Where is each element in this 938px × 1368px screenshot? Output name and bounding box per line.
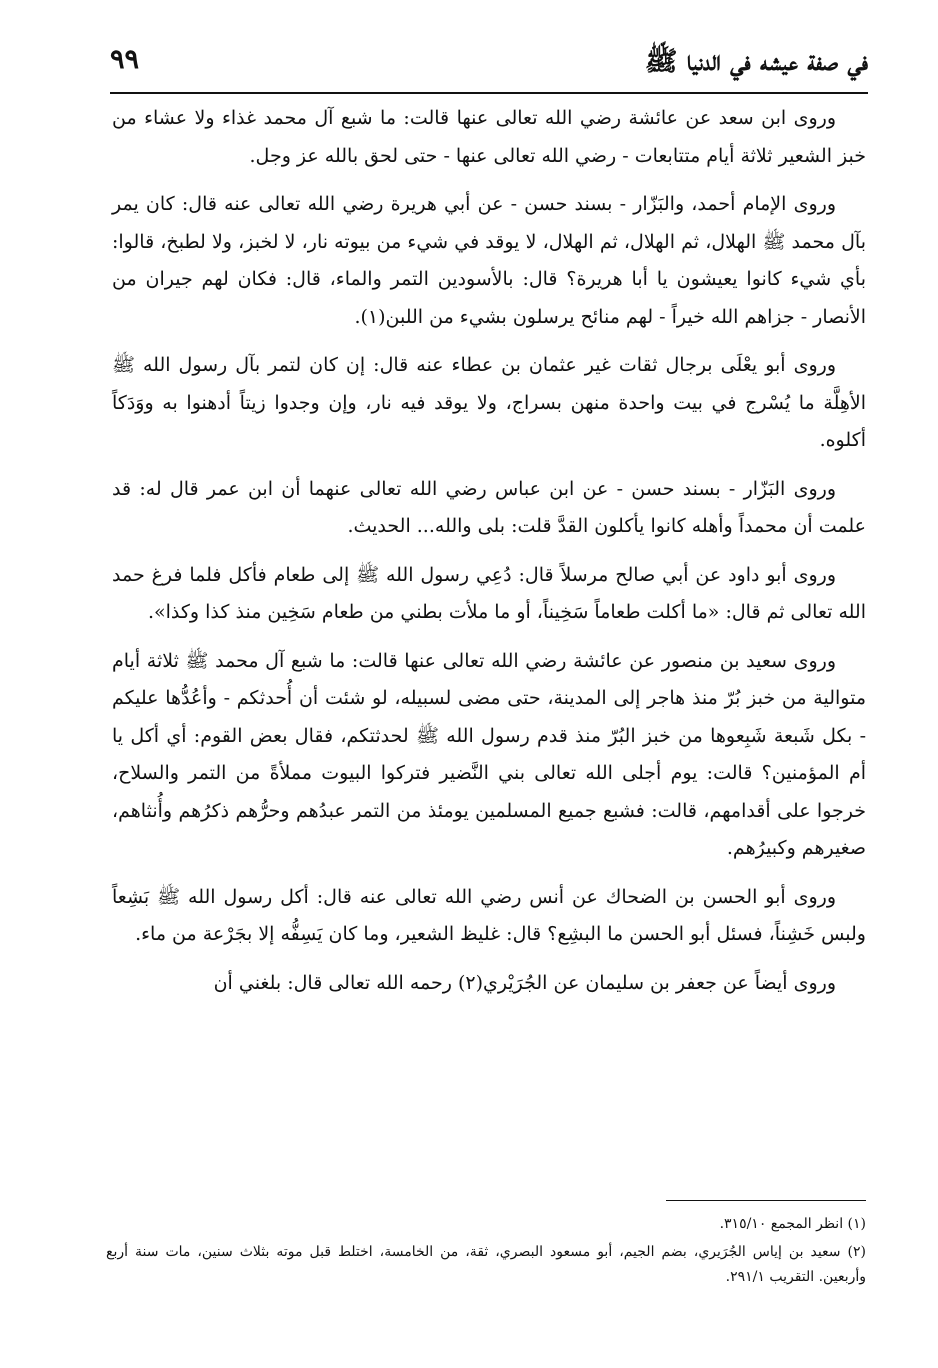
header-divider — [110, 92, 868, 94]
paragraph: وروى الإمام أحمد، والبَزّار - بسند حسن - عن أبي هريرة رضي الله تعالى عنه قال: كان يمر بآل محمد ﷺ الهلال، ثم الهلال، ثم الهلال، لا يوقد في شيء من بيوته نار، لا لخبز، ولا لطبخ، قالوا: بأي شيء كانوا يعيشون يا أبا هريرة؟ قال: بالأسودين التمر والماء، قال: فكان لهم جيران من الأنصار - جزاهم الله خيراً - لهم منائح يرسلون بشيء من اللبن(١). — [112, 193, 866, 328]
paragraph: وروى ابن سعد عن عائشة رضي الله تعالى عنها قالت: ما شبع آل محمد غذاء ولا عشاء من خبز الشعير ثلاثة أيام متتابعات - رضي الله تعالى عنها - حتى لحق بالله عز وجل. — [112, 107, 866, 167]
footnote: (١) انظر المجمع ٣١٥/١٠. — [719, 1216, 866, 1232]
footnote: (٢) سعيد بن إياس الجُرَيري، بضم الجيم، أبو مسعود البصري، ثقة، من الخامسة، اختلط قبل موته بثلاث سنين، مات سنة أربع وأربعين. التقريب ٢٩١/١. — [106, 1244, 866, 1285]
running-title: في صفة عيشه في الدنيا ﷺ — [644, 46, 868, 77]
paragraph: وروى البَزّار - بسند حسن - عن ابن عباس رضي الله تعالى عنهما أن ابن عمر قال له: قد علمت أن محمداً وأهله كانوا يأكلون القدَّ قلت: بلى والله... الحديث. — [112, 477, 866, 537]
running-header — [110, 38, 868, 88]
paragraph: وروى أيضاً عن جعفر بن سليمان عن الجُرَيْري(٢) رحمه الله تعالى قال: بلغني أن — [213, 971, 836, 994]
paragraph: وروى أبو الحسن بن الضحاك عن أنس رضي الله تعالى عنه قال: أكل رسول الله ﷺ بَشِعاً ولبس خَشِناً، فسئل أبو الحسن ما البشِع؟ قال: غليظ الشعير، وما كان يَسِفُّه إلا بجَرْعة من ماء. — [112, 885, 866, 945]
footnotes — [106, 1212, 866, 1293]
paragraph: وروى سعيد بن منصور عن عائشة رضي الله تعالى عنها قالت: ما شبع آل محمد ﷺ ثلاثة أيام متوالية من خبز بُرّ منذ هاجر إلى المدينة، حتى مضى لسبيله، لو شئت أن أُحدثكم - وأعُدُّها عليكم - بكل شَبعة شَبِعوها من خبز البُرّ منذ قدم رسول الله ﷺ لحدثتكم، فقال بعض القوم: أي أكل يا أم المؤمنين؟ قالت: يوم أجلى الله تعالى بني النَّضير فتركوا البيوت مملأةً من التمر والسلاح، خرجوا على أقدامهم، قالت: فشبع جميع المسلمين يومئذ من التمر عبدُهم وحرُّهم ذكرُهم وأُنثاهم، صغيرهم وكبيرُهم. — [112, 649, 866, 859]
paragraph: وروى أبو داود عن أبي صالح مرسلاً قال: دُعِي رسول الله ﷺ إلى طعام فأكل فلما فرغ حمد الله تعالى ثم قال: «ما أكلت طعاماً سَخِيناً، أو ما ملأت بطني من طعام سَخِين منذ كذا وكذا». — [112, 563, 866, 623]
footnote-divider — [666, 1200, 866, 1201]
paragraph: وروى أبو يعْلَى برجال ثقات غير عثمان بن عطاء عنه قال: إن كان لتمر بآل رسول الله ﷺ الأهِلَّة ما يُسْرج في بيت واحدة منهن بسراج، ولا يوقد فيه نار، وإن وجدوا زيتاً أدهنوا به ووَدَكاً أكلوه. — [112, 354, 866, 451]
main-text — [112, 100, 866, 1013]
page-number: ٩٩ — [110, 44, 140, 75]
